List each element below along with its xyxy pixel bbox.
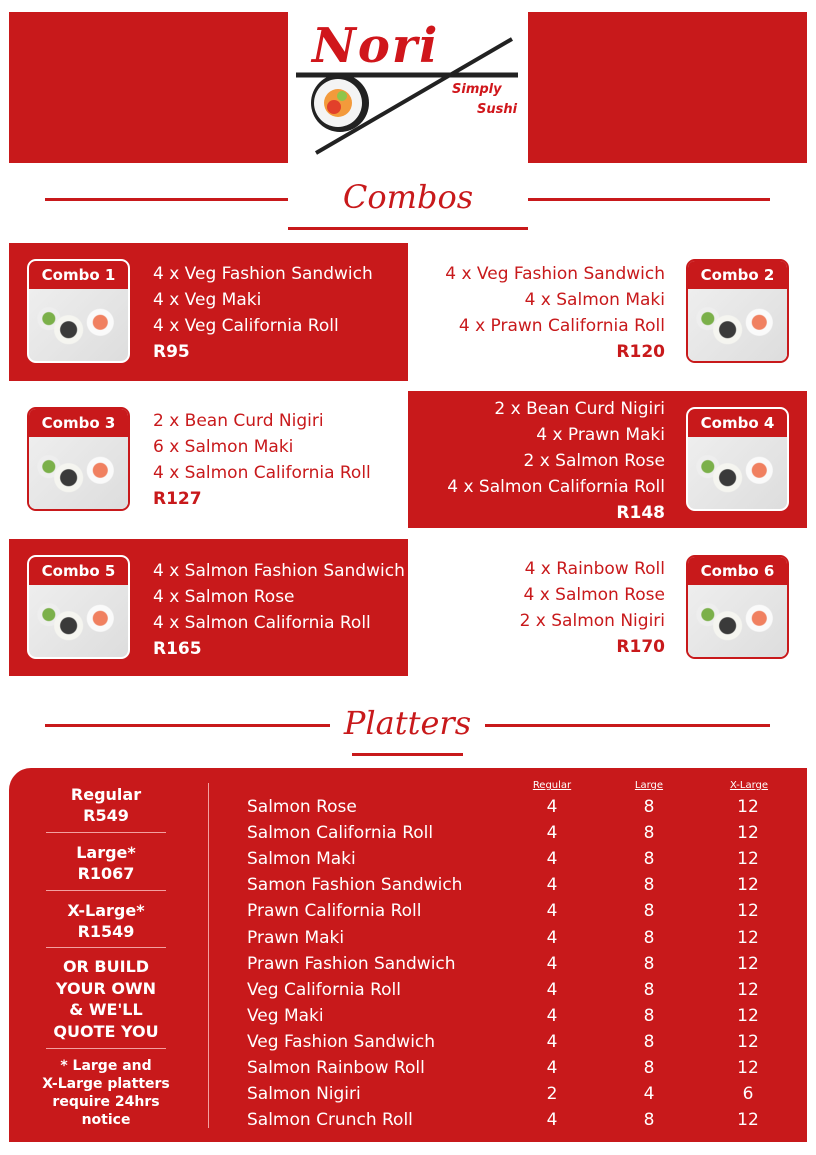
qty-regular: 4 [546, 927, 558, 948]
qty-regular: 4 [546, 1005, 558, 1026]
platter-item-name: Salmon California Roll [247, 823, 434, 844]
divider [46, 832, 166, 833]
header-banner-right [528, 12, 807, 163]
combo-1-card[interactable] [27, 259, 130, 363]
tagline-simply: Simply [452, 82, 502, 97]
divider [46, 890, 166, 891]
combo-label: Combo 5 [29, 557, 128, 585]
qty-xlarge: 12 [737, 797, 759, 817]
qty-regular: 4 [546, 901, 558, 922]
sushi-photo [29, 437, 128, 511]
platter-row [247, 1032, 787, 1058]
platter-item-name: Samon Fashion Sandwich [247, 875, 463, 896]
qty-regular: 4 [546, 1031, 558, 1052]
divider [485, 724, 770, 727]
combo-price: R165 [153, 639, 202, 659]
combos-title: Combos [342, 178, 474, 216]
platter-row [247, 849, 787, 875]
divider [288, 227, 528, 230]
qty-xlarge: 12 [737, 901, 759, 922]
qty-large: 8 [643, 1031, 655, 1052]
combo-price: R120 [616, 342, 665, 362]
combo-6-details: 4 x Rainbow Roll 4 x Salmon Rose 2 x Salmon Nigiri R170 [400, 556, 665, 660]
platter-item-name: Prawn California Roll [247, 901, 422, 922]
qty-large: 4 [643, 1084, 655, 1105]
platter-row [247, 901, 787, 927]
qty-large: 8 [643, 901, 655, 922]
qty-large: 8 [643, 797, 655, 817]
combo-4-details: 2 x Bean Curd Nigiri 4 x Prawn Maki 2 x Salmon Rose 4 x Salmon California Roll R148 [400, 396, 665, 526]
header-banner-left [9, 12, 288, 163]
qty-xlarge: 12 [737, 979, 759, 1000]
combo-1-details: 4 x Veg Fashion Sandwich 4 x Veg Maki 4 x Veg California Roll R95 [153, 261, 373, 365]
column-header-large: Large [634, 780, 664, 791]
platter-row [247, 1084, 787, 1110]
platter-item-name: Veg Maki [247, 1005, 324, 1026]
platter-item-name: Salmon Crunch Roll [247, 1110, 413, 1131]
qty-large: 8 [643, 1005, 655, 1026]
qty-xlarge: 12 [737, 849, 759, 870]
combo-label: Combo 2 [688, 261, 787, 289]
qty-large: 8 [643, 1110, 655, 1131]
column-header-regular: Regular [532, 780, 572, 791]
platter-item-name: Prawn Maki [247, 927, 345, 948]
chopsticks-sushi-icon [290, 35, 525, 160]
platters-title: Platters [343, 704, 472, 742]
column-divider [208, 783, 209, 1128]
sushi-photo [29, 289, 128, 363]
qty-regular: 4 [546, 1110, 558, 1131]
qty-xlarge: 12 [737, 875, 759, 896]
combo-price: R148 [616, 503, 665, 523]
platter-item-name: Prawn Fashion Sandwich [247, 953, 456, 974]
combo-price: R170 [616, 637, 665, 657]
sushi-photo [688, 437, 787, 511]
divider [45, 198, 288, 201]
qty-large: 8 [643, 979, 655, 1000]
qty-xlarge: 12 [737, 1110, 759, 1131]
platter-size-regular: Regular R549 [70, 785, 142, 825]
build-your-own-note: OR BUILD YOUR OWN & WE'LL QUOTE YOU [53, 957, 159, 1041]
platter-item-name: Veg California Roll [247, 979, 401, 1000]
combo-4-card[interactable] [686, 407, 789, 511]
platter-item-name: Salmon Maki [247, 849, 356, 870]
combo-label: Combo 6 [688, 557, 787, 585]
combo-3-details: 2 x Bean Curd Nigiri 6 x Salmon Maki 4 x Salmon California Roll R127 [153, 408, 371, 512]
platter-row [247, 980, 787, 1006]
qty-large: 8 [643, 849, 655, 870]
qty-xlarge: 12 [737, 1005, 759, 1026]
platter-item-name: Salmon Rainbow Roll [247, 1058, 425, 1078]
platter-item-name: Salmon Nigiri [247, 1084, 361, 1105]
sushi-photo [29, 585, 128, 659]
combo-label: Combo 3 [29, 409, 128, 437]
combo-5-card[interactable] [27, 555, 130, 659]
divider [352, 753, 463, 756]
combo-price: R95 [153, 342, 190, 362]
divider [528, 198, 770, 201]
combo-2-card[interactable] [686, 259, 789, 363]
combo-2-details: 4 x Veg Fashion Sandwich 4 x Salmon Maki 4 x Prawn California Roll R120 [400, 261, 665, 365]
combo-6-card[interactable] [686, 555, 789, 659]
qty-xlarge: 12 [737, 927, 759, 948]
qty-regular: 4 [546, 875, 558, 896]
qty-large: 8 [643, 953, 655, 974]
qty-regular: 4 [546, 953, 558, 974]
platter-row [247, 1006, 787, 1032]
qty-xlarge: 12 [737, 1058, 759, 1078]
platter-size-large: Large* R1067 [76, 843, 136, 883]
combo-5-details: 4 x Salmon Fashion Sandwich 4 x Salmon Rose 4 x Salmon California Roll R165 [153, 558, 405, 662]
divider [45, 724, 330, 727]
platter-item-name: Salmon Rose [247, 797, 357, 817]
qty-large: 8 [643, 927, 655, 948]
logo-name: Nori [312, 18, 440, 74]
qty-large: 8 [643, 875, 655, 896]
column-header-xlarge: X-Large [729, 780, 769, 791]
qty-xlarge: 12 [737, 1031, 759, 1052]
qty-regular: 4 [546, 979, 558, 1000]
qty-large: 8 [643, 823, 655, 844]
qty-xlarge: 12 [737, 953, 759, 974]
platter-row [247, 797, 787, 823]
platter-item-name: Veg Fashion Sandwich [247, 1031, 436, 1052]
combo-price: R127 [153, 489, 202, 509]
divider [46, 947, 166, 948]
platter-row [247, 875, 787, 901]
divider [46, 1048, 166, 1049]
combo-3-card[interactable] [27, 407, 130, 511]
tagline-sushi: Sushi [477, 102, 518, 117]
platter-row [247, 928, 787, 954]
qty-xlarge: 6 [742, 1084, 754, 1105]
platter-row [247, 1110, 787, 1136]
combo-label: Combo 4 [688, 409, 787, 437]
qty-large: 8 [643, 1058, 655, 1078]
platter-size-xlarge: X-Large* R1549 [67, 901, 145, 941]
sushi-photo [688, 289, 787, 363]
platter-row [247, 1058, 787, 1084]
qty-regular: 4 [546, 849, 558, 870]
sushi-photo [688, 585, 787, 659]
advance-notice-note: * Large and X-Large platters require 24hrs notice [42, 1058, 170, 1128]
combo-label: Combo 1 [29, 261, 128, 289]
platter-row [247, 823, 787, 849]
qty-regular: 2 [546, 1084, 558, 1105]
qty-xlarge: 12 [737, 823, 759, 844]
qty-regular: 4 [546, 1058, 558, 1078]
qty-regular: 4 [546, 823, 558, 844]
platter-row [247, 954, 787, 980]
qty-regular: 4 [546, 797, 558, 817]
